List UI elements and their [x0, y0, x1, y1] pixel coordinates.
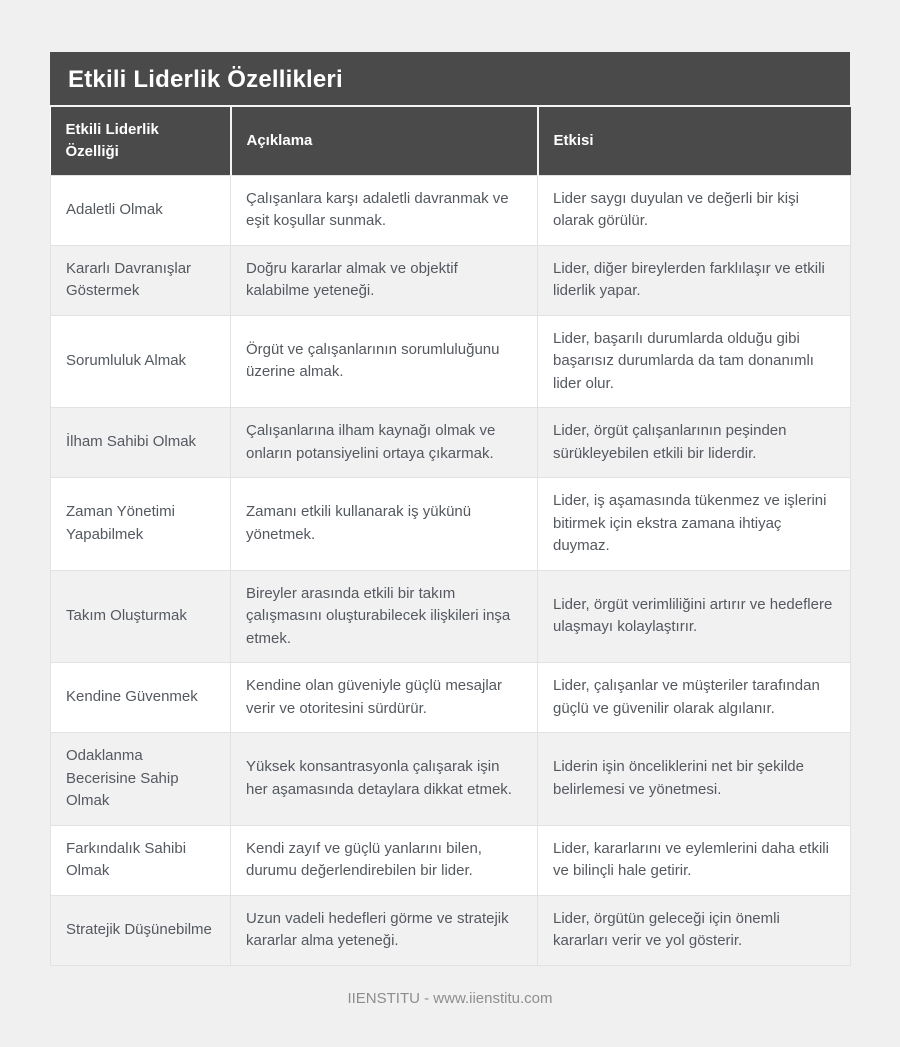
- cell-ozellik: Odaklanma Becerisine Sahip Olmak: [51, 733, 231, 826]
- table-row: [51, 825, 851, 895]
- cell-ozellik: Kararlı Davranışlar Göstermek: [51, 245, 231, 315]
- cell-ozellik: Farkındalık Sahibi Olmak: [51, 825, 231, 895]
- cell-ozellik: Stratejik Düşünebilme: [51, 895, 231, 965]
- table-row: [51, 478, 851, 571]
- cell-aciklama: Bireyler arasında etkili bir takım çalışmasını oluşturabilecek ilişkileri inşa etmek.: [231, 570, 538, 663]
- table-row: [51, 895, 851, 965]
- cell-aciklama: Yüksek konsantrasyonla çalışarak işin her aşamasında detaylara dikkat etmek.: [231, 733, 538, 826]
- cell-ozellik: Sorumluluk Almak: [51, 315, 231, 408]
- cell-aciklama: Çalışanlarına ilham kaynağı olmak ve onların potansiyelini ortaya çıkarmak.: [231, 408, 538, 478]
- table-row: [51, 733, 851, 826]
- column-header-aciklama: Açıklama: [231, 107, 538, 175]
- cell-ozellik: Adaletli Olmak: [51, 175, 231, 245]
- cell-aciklama: Uzun vadeli hedefleri görme ve stratejik kararlar alma yeteneği.: [231, 895, 538, 965]
- cell-aciklama: Çalışanlara karşı adaletli davranmak ve eşit koşullar sunmak.: [231, 175, 538, 245]
- cell-etkisi: Lider, örgüt çalışanlarının peşinden sürükleyebilen etkili bir liderdir.: [538, 408, 851, 478]
- cell-ozellik: İlham Sahibi Olmak: [51, 408, 231, 478]
- cell-etkisi: Lider saygı duyulan ve değerli bir kişi olarak görülür.: [538, 175, 851, 245]
- table-header: [51, 107, 851, 175]
- leadership-table: [50, 107, 851, 966]
- cell-aciklama: Zamanı etkili kullanarak iş yükünü yönetmek.: [231, 478, 538, 571]
- cell-etkisi: Lider, diğer bireylerden farklılaşır ve etkili liderlik yapar.: [538, 245, 851, 315]
- cell-etkisi: Lider, başarılı durumlarda olduğu gibi başarısız durumlarda da tam donanımlı lider olur.: [538, 315, 851, 408]
- cell-etkisi: Lider, örgüt verimliliğini artırır ve hedeflere ulaşmayı kolaylaştırır.: [538, 570, 851, 663]
- table-row: [51, 408, 851, 478]
- table-row: [51, 663, 851, 733]
- cell-etkisi: Lider, çalışanlar ve müşteriler tarafından güçlü ve güvenilir olarak algılanır.: [538, 663, 851, 733]
- table-row: [51, 245, 851, 315]
- cell-ozellik: Takım Oluşturmak: [51, 570, 231, 663]
- table-body: [51, 175, 851, 965]
- cell-aciklama: Doğru kararlar almak ve objektif kalabilme yeteneği.: [231, 245, 538, 315]
- leadership-table-card: [50, 52, 850, 966]
- cell-etkisi: Lider, kararlarını ve eylemlerini daha etkili ve bilinçli hale getirir.: [538, 825, 851, 895]
- cell-aciklama: Örgüt ve çalışanlarının sorumluluğunu üzerine almak.: [231, 315, 538, 408]
- cell-ozellik: Kendine Güvenmek: [51, 663, 231, 733]
- table-row: [51, 315, 851, 408]
- cell-etkisi: Liderin işin önceliklerini net bir şekilde belirlemesi ve yönetmesi.: [538, 733, 851, 826]
- cell-etkisi: Lider, iş aşamasında tükenmez ve işlerini bitirmek için ekstra zamana ihtiyaç duymaz.: [538, 478, 851, 571]
- cell-etkisi: Lider, örgütün geleceği için önemli kararları verir ve yol gösterir.: [538, 895, 851, 965]
- page-title: Etkili Liderlik Özellikleri: [50, 52, 850, 107]
- footer-credit: IIENSTITU - www.iienstitu.com: [347, 989, 553, 1007]
- table-row: [51, 175, 851, 245]
- column-header-etkisi: Etkisi: [538, 107, 851, 175]
- cell-aciklama: Kendi zayıf ve güçlü yanlarını bilen, durumu değerlendirebilen bir lider.: [231, 825, 538, 895]
- column-header-ozellik: Etkili Liderlik Özelliği: [51, 107, 231, 175]
- cell-aciklama: Kendine olan güveniyle güçlü mesajlar verir ve otoritesini sürdürür.: [231, 663, 538, 733]
- cell-ozellik: Zaman Yönetimi Yapabilmek: [51, 478, 231, 571]
- table-row: [51, 570, 851, 663]
